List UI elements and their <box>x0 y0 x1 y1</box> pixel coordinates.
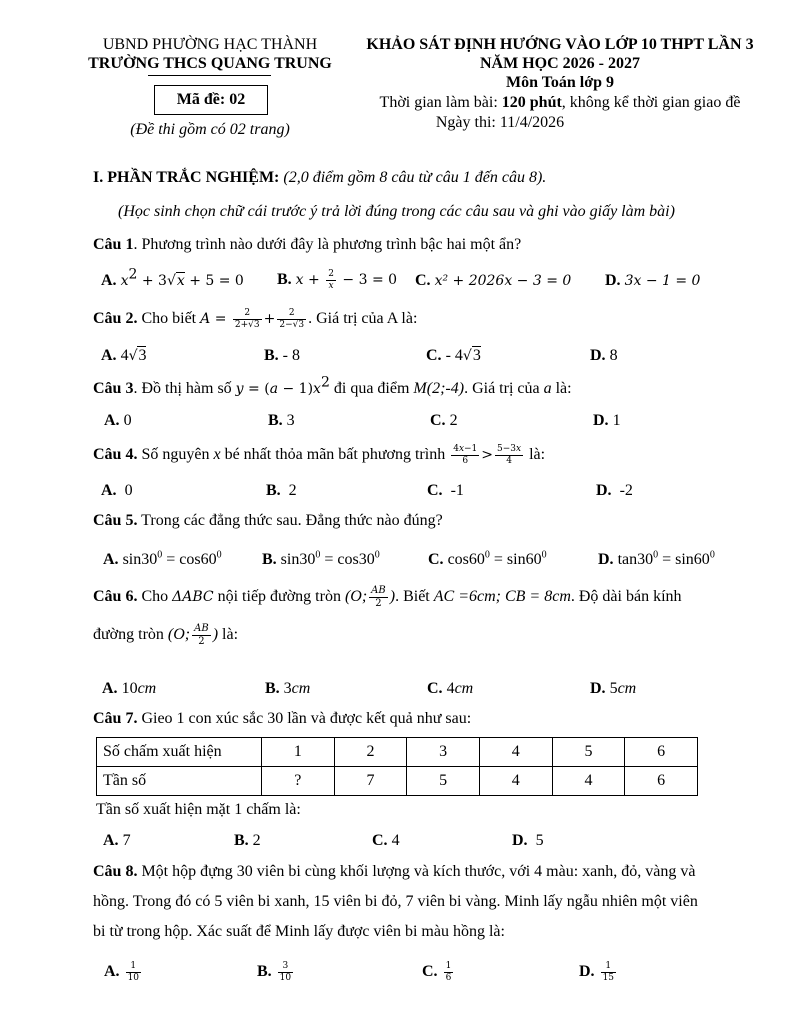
department-name: UBND PHƯỜNG HẠC THÀNH <box>102 36 318 53</box>
question-8-line3: bi từ trong hộp. Xác suất để Minh lấy được viên bi màu hồng là: <box>93 923 505 940</box>
table-row <box>97 767 698 796</box>
q7-after-text: Tần số xuất hiện mặt 1 chấm là: <box>96 801 301 818</box>
q1-text: . Phương trình nào dưới đây là phương trình bậc hai một ẩn? <box>133 236 522 253</box>
q2-option-b: B. - 8 <box>264 347 300 364</box>
table-cell: 1 <box>262 738 335 767</box>
question-3: Câu 3. Đồ thị hàm số $y = (a - 1)x^2$ đi qua điểm M(2;-4). Giá trị của a là: <box>93 374 572 397</box>
table-cell: 4 <box>479 767 552 796</box>
table-cell: 5 <box>552 738 625 767</box>
section-instruction: (Học sinh chọn chữ cái trước ý trả lời đúng trong các câu sau và ghi vào giấy làm bài) <box>118 203 675 220</box>
question-2: Câu 2. Cho biết A = $\frac{2}{2+√3}$ + $\frac{2}{2-√3}$ . Giá trị của A là: <box>93 308 418 330</box>
table-cell: 4 <box>479 738 552 767</box>
table-cell: 3 <box>407 738 480 767</box>
table-cell: ? <box>262 767 335 796</box>
table-header-cell: Tần số <box>97 767 262 796</box>
school-name: TRƯỜNG THCS QUANG TRUNG <box>88 55 332 72</box>
question-1 <box>93 236 521 254</box>
q5-label: Câu 5. <box>93 512 138 529</box>
exam-date: Ngày thi: 11/4/2026 <box>435 114 565 131</box>
table-cell: 4 <box>552 767 625 796</box>
q3-option-c: C. 2 <box>430 412 458 429</box>
q6-option-a: A. 10cm <box>102 680 157 697</box>
q1-option-a: A. $x^2 + 3√x + 5 = 0$ <box>101 266 244 289</box>
frequency-table <box>96 737 698 796</box>
school-underline <box>148 75 271 76</box>
q2-option-d: D. 8 <box>590 347 618 364</box>
q4-option-a: A. 0 <box>101 482 133 499</box>
time-prefix: Thời gian làm bài: <box>379 94 502 111</box>
q8-option-b: B. $\frac{3}{10}$ <box>257 961 292 983</box>
q8-label: Câu 8. <box>93 863 138 880</box>
q5-option-d: D. $\tan 30^0 = \sin 60^0$ <box>598 549 715 568</box>
question-5: Câu 5. Trong các đẳng thức sau. Đẳng thức nào đúng? <box>93 512 443 529</box>
q3-option-d: D. 1 <box>593 412 621 429</box>
q3-label: Câu 3 <box>93 380 134 397</box>
q4-label: Câu 4. <box>93 446 138 464</box>
time-suffix: , không kể thời gian giao đề <box>561 94 741 111</box>
question-6: Câu 6. Cho ΔABC nội tiếp đường tròn (O; $\frac{AB}{2}$ ). Biết AC =6cm; CB = 8cm. Độ dài bán kính <box>93 585 682 609</box>
section-title <box>93 169 546 187</box>
q8-option-c: C. $\frac{1}{6}$ <box>422 961 452 983</box>
section-title-note: (2,0 điểm gồm 8 câu từ câu 1 đến câu 8). <box>279 169 547 186</box>
table-header-cell: Số chấm xuất hiện <box>97 738 262 767</box>
q5-option-a: A. $\sin 30^0 = \cos 60^0$ <box>103 549 222 568</box>
q5-option-b: B. $\sin 30^0 = \cos 30^0$ <box>262 549 380 568</box>
q7-option-a: A. 7 <box>103 832 131 849</box>
table-cell: 6 <box>625 738 698 767</box>
pages-note: (Đề thi gồm có 02 trang) <box>130 121 290 138</box>
q5-option-c: C. $\cos 60^0 = \sin 60^0$ <box>428 549 547 568</box>
table-cell: 6 <box>625 767 698 796</box>
q8-option-a: A. $\frac{1}{10}$ <box>104 961 140 983</box>
question-8-line2: hồng. Trong đó có 5 viên bi xanh, 15 viên bi đỏ, 7 viên bi vàng. Minh lấy ngẫu nhiên một viên <box>93 893 698 910</box>
q6-option-c: C. 4cm <box>427 680 474 697</box>
exam-code-box <box>154 85 268 115</box>
table-row <box>97 738 698 767</box>
q2-label: Câu 2. <box>93 310 138 328</box>
q3-option-a: A. 0 <box>104 412 132 429</box>
table-cell: 7 <box>334 767 407 796</box>
question-4: Câu 4. Số nguyên x bé nhất thỏa mãn bất phương trình $\frac{4x-1}{6}$ > $\frac{5-3x}{4}$ là: <box>93 444 546 466</box>
q1-option-d: D. 3x − 1 = 0 <box>605 272 701 289</box>
question-7: Câu 7. Gieo 1 con xúc sắc 30 lần và được kết quả như sau: <box>93 710 472 727</box>
q6-option-b: B. 3cm <box>265 680 311 697</box>
q6-label: Câu 6. <box>93 588 138 606</box>
table-cell: 5 <box>407 767 480 796</box>
time-limit <box>350 94 770 112</box>
q7-label: Câu 7. <box>93 710 138 727</box>
q2-option-c: C. - 4√3 <box>426 347 481 364</box>
question-6-line2: đường tròn (O; $\frac{AB}{2}$ ) là: <box>93 623 239 647</box>
exam-title: KHẢO SÁT ĐỊNH HƯỚNG VÀO LỚP 10 THPT LẦN 3 <box>366 36 754 53</box>
q1-option-b: B. x + $\frac{2}{x}$ − 3 = 0 <box>277 269 398 291</box>
q4-option-c: C. -1 <box>427 482 464 499</box>
q4-option-b: B. 2 <box>266 482 297 499</box>
q7-option-c: C. 4 <box>372 832 400 849</box>
section-title-bold: I. PHẦN TRẮC NGHIỆM: <box>93 169 280 186</box>
school-year: NĂM HỌC 2026 - 2027 <box>480 55 640 72</box>
time-bold: 120 phút <box>501 94 562 111</box>
q8-option-d: D. $\frac{1}{15}$ <box>579 961 615 983</box>
q6-option-d: D. 5cm <box>590 680 637 697</box>
question-8: Câu 8. Một hộp đựng 30 viên bi cùng khối lượng và kích thước, với 4 màu: xanh, đỏ, vàng và <box>93 863 696 880</box>
q3-option-b: B. 3 <box>268 412 295 429</box>
q1-option-c: C. x² + 2026x − 3 = 0 <box>415 272 572 289</box>
exam-code: Mã đề: 02 <box>176 91 246 108</box>
q7-option-d: D. 5 <box>512 832 544 849</box>
table-cell: 2 <box>334 738 407 767</box>
q1-label: Câu 1 <box>93 236 134 253</box>
q7-option-b: B. 2 <box>234 832 261 849</box>
q2-option-a: A. 4√3 <box>101 347 147 364</box>
subject: Môn Toán lớp 9 <box>505 74 614 91</box>
q4-option-d: D. -2 <box>596 482 633 499</box>
